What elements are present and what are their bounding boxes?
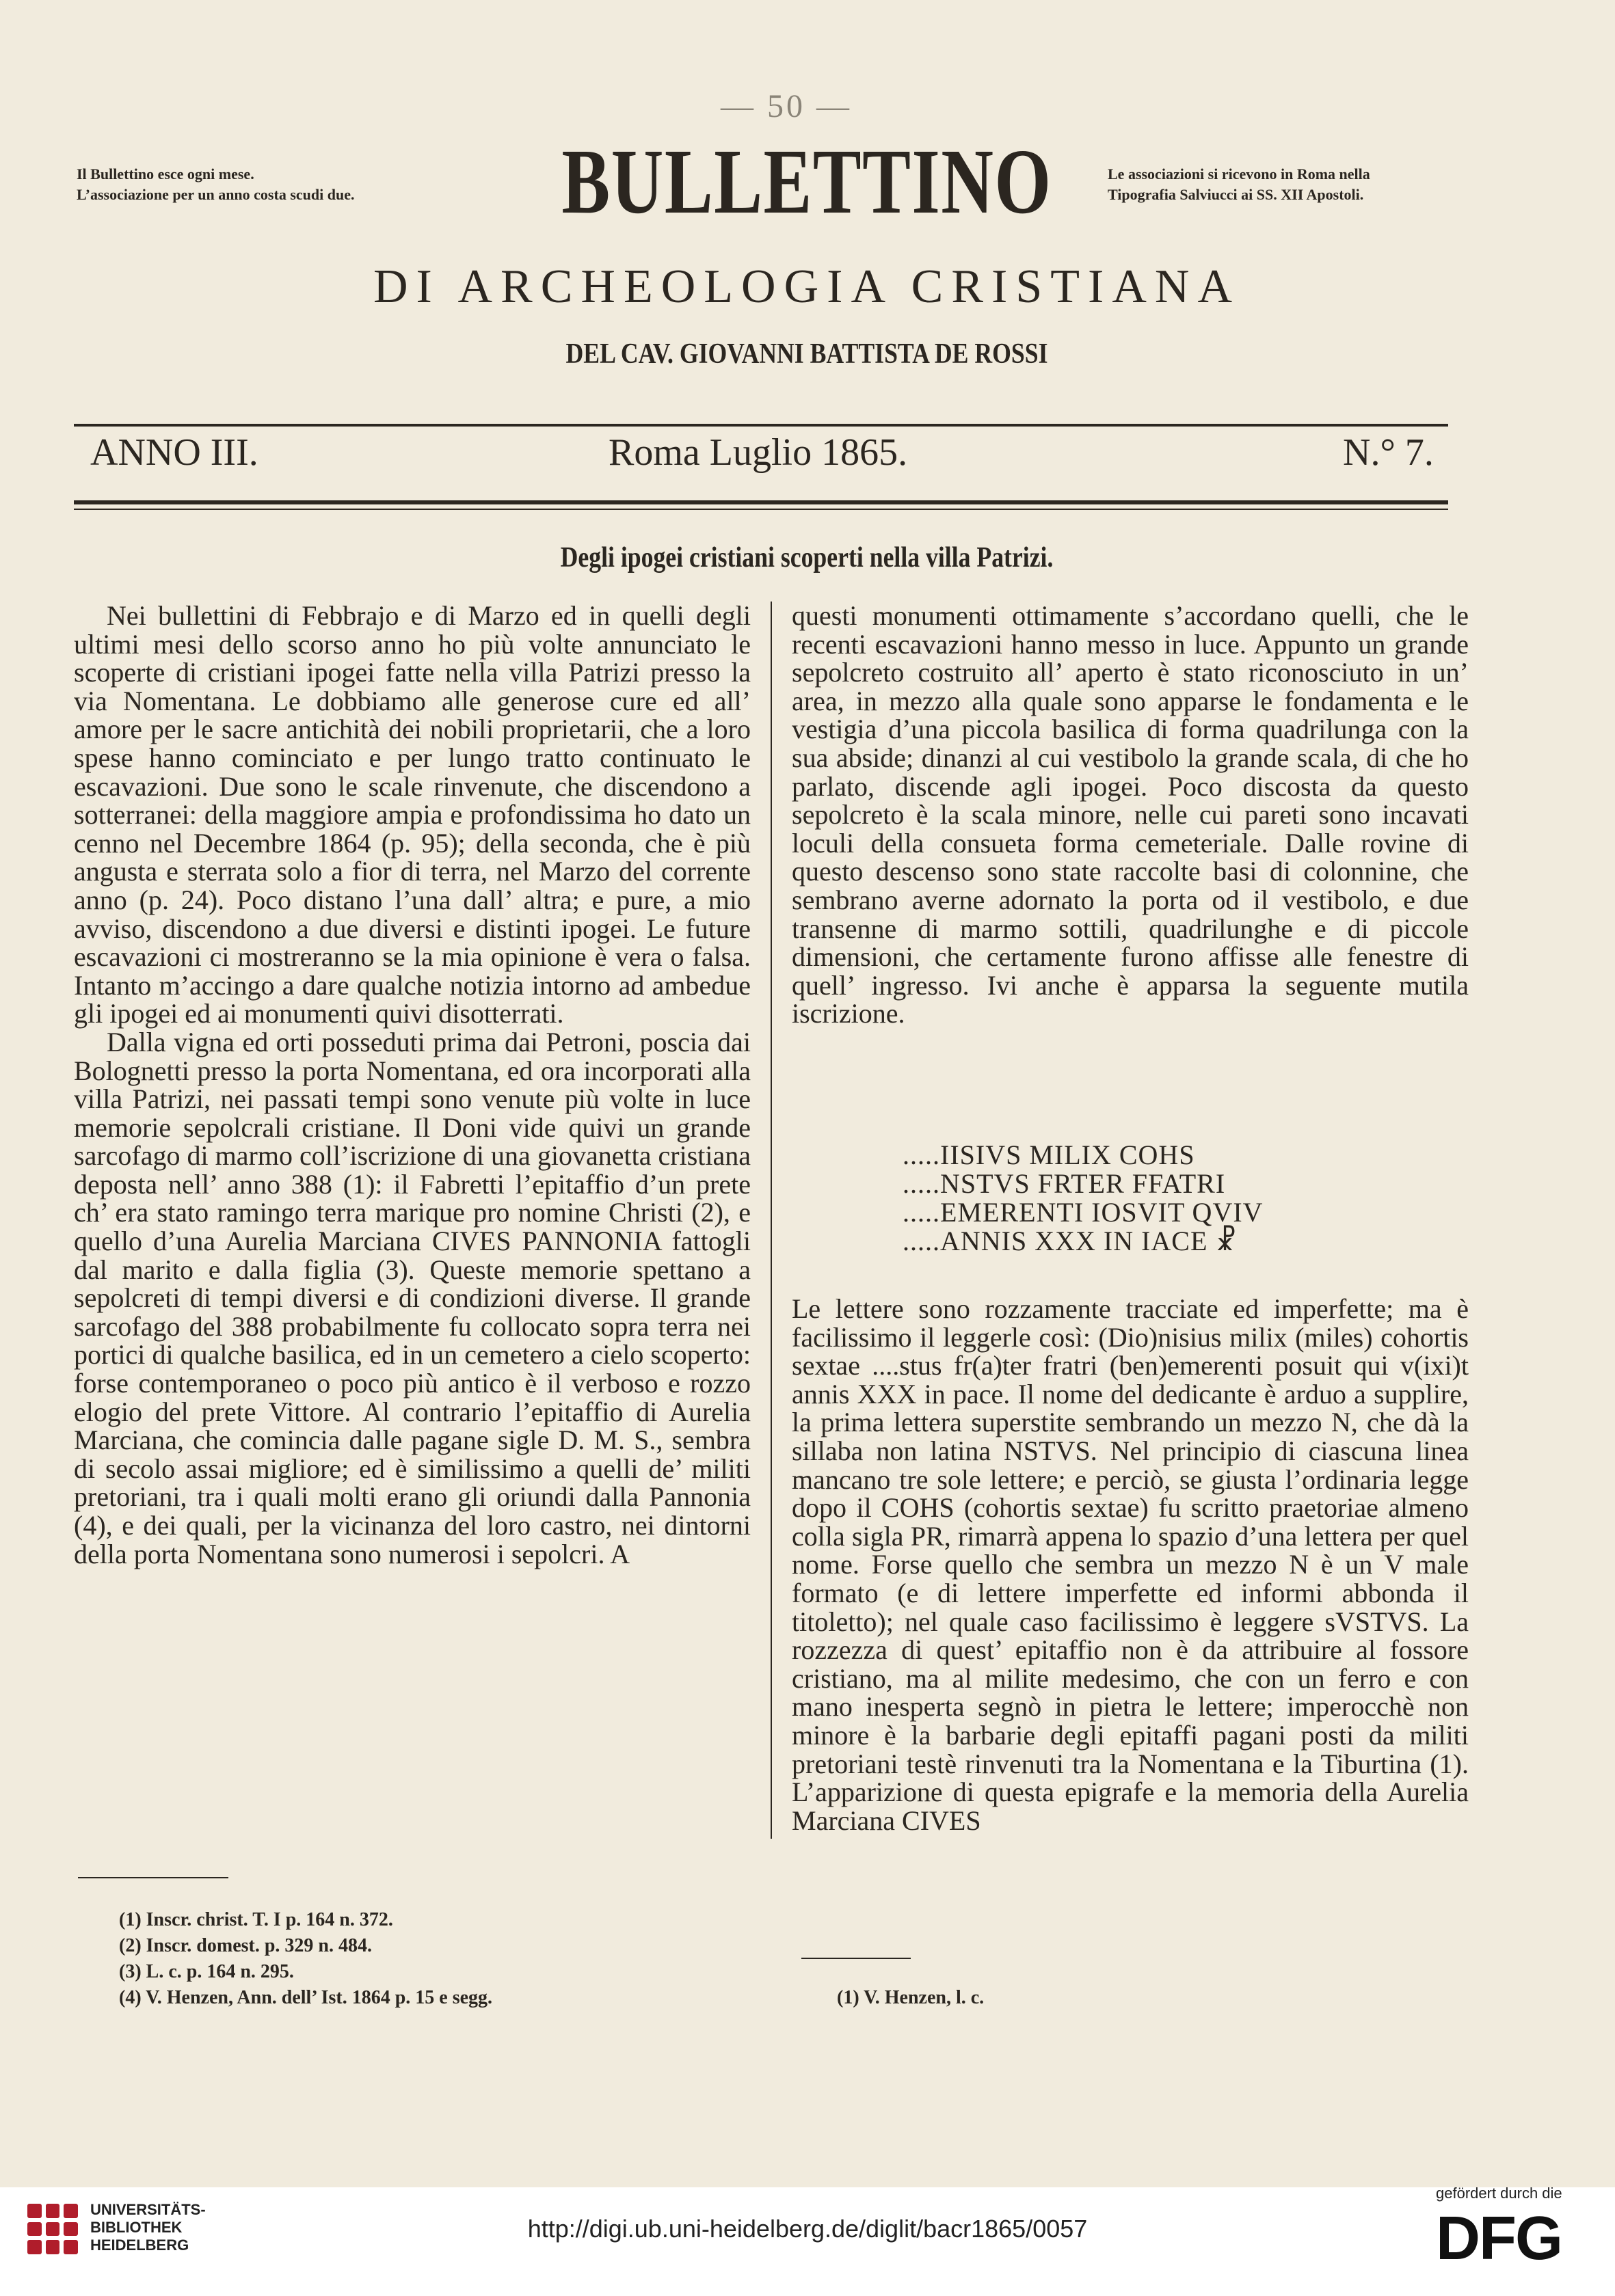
subscription-note-left <box>77 164 459 205</box>
issue-anno: ANNO III. <box>90 431 258 474</box>
issue-date: Roma Luglio 1865. <box>609 431 908 474</box>
note-left-line-1: Il Bullettino esce ogni mese. <box>77 165 254 183</box>
note-right-line-2: Tipografia Salviucci ai SS. XII Apostoli. <box>1108 186 1364 203</box>
right-column-bottom <box>792 1295 1469 1835</box>
header-rule-top <box>74 424 1448 427</box>
masthead-subtitle: DI ARCHEOLOGIA CRISTIANA <box>373 260 1240 313</box>
masthead-title: BULLETTINO <box>561 131 1052 233</box>
source-url[interactable]: http://digi.ub.uni-heidelberg.de/diglit/bacr1865/0057 <box>527 2215 1088 2243</box>
inscription-line: .....NSTVS FRTER FFATRI <box>903 1168 1226 1199</box>
column-divider <box>771 602 772 1839</box>
inscription-line: .....ANNIS XXX IN IACE ☧ <box>903 1226 1238 1256</box>
paragraph: Le lettere sono rozzamente tracciate ed imperfette; ma è facilissimo il leggerle così: (Dio)nisius milix (miles) cohortis sextae ....stus fr(a)ter fratri (ben)emerenti posuit qui v(ixi)t annis XXX in pace. Il nome del dedicante è arduo a supplire, la prima lettera superstite sembrando un mezzo N, che dà la sillaba non latina NSTVS. Nel principio di ciascuna linea mancano tre sole lettere; e perciò, se giusta l’ordinaria legge dopo il COHS (cohortis sextae) fu scritto praetoriae almeno colla sigla PR, rimarrà appena lo spazio d’una lettera per quel nome. Forse quello che sembra un mezzo N è un V male formato (e di lettere imperfette ed informi abbonda il titoletto); nel quale caso facilissimo è leggere sVSTVS. La rozzezza di quest’ epitaffio non è da attribuire al fossore cristiano, ma al milite medesimo, che con un ferro e con mano inesperta segnò in pietra le lettere; imperocchè non minore è la barbarie degli epitaffi pagani posti da militi pretoriani testè rinvenuti tra la Nomentana e la Tiburtina (1). L’apparizione di questa epigrafe e la memoria della Aurelia Marciana CIVES <box>792 1293 1469 1836</box>
library-name-line-3: HEIDELBERG <box>90 2237 189 2254</box>
masthead-author: DEL CAV. GIOVANNI BATTISTA DE ROSSI <box>565 338 1048 370</box>
issue-line <box>75 431 1450 478</box>
inscription-line: .....EMERENTI IOSVIT QVIV <box>903 1197 1264 1228</box>
footnote: (1) Inscr. christ. T. I p. 164 n. 372. <box>119 1909 393 1930</box>
footnote-rule-right <box>801 1958 911 1959</box>
footnote-rule-left <box>78 1877 228 1878</box>
note-left-line-2: L’associazione per un anno costa scudi due. <box>77 186 355 203</box>
right-column-top <box>792 602 1469 1094</box>
page-number: — 50 — <box>721 88 852 124</box>
article-title: Degli ipogei cristiani scoperti nella villa Patrizi. <box>560 542 1054 573</box>
subscription-note-right <box>1108 164 1491 205</box>
library-name-line-2: BIBLIOTHEK <box>90 2219 183 2236</box>
footnote: (1) V. Henzen, l. c. <box>837 1987 985 2008</box>
left-column <box>74 602 751 1568</box>
footnote: (2) Inscr. domest. p. 329 n. 484. <box>119 1935 372 1956</box>
paragraph: Nei bullettini di Febbrajo e di Marzo ed in quelli degli ultimi mesi dello scorso anno ho più volte annunciato le scoperte di cristiani ipogei fatte nella villa Patrizi presso la via Nomentana. Le dobbiamo alle generose cure ed all’ amore per le sacre antichità dei nobili proprietarii, che a loro spese hanno cominciato e per lungo tratto continuato le escavazioni. Due sono le scale rinvenute, che discendono a sotterranei: della maggiore ampia e profondissima ho dato un cenno nel Decembre 1864 (p. 95); della seconda, che è più angusta e sterrata solo a fior di terra, nel Marzo del corrente anno (p. 24). Poco distano l’una dall’ altra; e pure, a mio avviso, discendono a due diversi e distinti ipogei. Le future escavazioni ci mostreranno se la mia opinione è vera o falsa. Intanto m’accingo a dare qualche notizia intorno ad ambedue gli ipogei ed ai monumenti quivi disotterrati. <box>74 600 751 1029</box>
paragraph: questi monumenti ottimamente s’accordano quelli, che le recenti escavazioni hanno messo in luce. Appunto un grande sepolcreto costruito all’ aperto è stato riconosciuto in un’ area, in mezzo alla quale sono apparse le fondamenta e le vestigia d’una piccola basilica di forma quadrilunga con la sua abside; dinanzi al cui vestibolo la grande scala, di che ho parlato, discende agli ipogei. Poco discosta da questo sepolcreto è la scala minore, nelle cui pareti sono incavati loculi della consueta forma cemeteriale. Dalle rovine di questo descenso sono state raccolte basi di colonnine, che sembrano averne adornato la porta od il vestibolo, e due transenne di marmo sottili, quadrilunghe e di piccole dimensioni, che certamente furono affisse alle fenestre di quell’ ingresso. Ivi anche è apparsa la seguente mutila iscrizione. <box>792 600 1469 1029</box>
header-rule-thin <box>74 509 1448 510</box>
funding-caption: gefördert durch die <box>1436 2185 1562 2202</box>
issue-number: N.° 7. <box>1343 431 1434 474</box>
footnote: (3) L. c. p. 164 n. 295. <box>119 1961 294 1982</box>
header-rule-bottom <box>74 500 1448 504</box>
dfg-logo: DFG <box>1436 2204 1562 2273</box>
inscription-line: .....IISIVS MILIX COHS <box>903 1139 1195 1170</box>
library-name-line-1: UNIVERSITÄTS- <box>90 2201 206 2218</box>
footnote: (4) V. Henzen, Ann. dell’ Ist. 1864 p. 15 e segg. <box>119 1987 493 2008</box>
note-right-line-1: Le associazioni si ricevono in Roma nella <box>1108 165 1370 183</box>
paragraph: Dalla vigna ed orti posseduti prima dai Petroni, poscia dai Bolognetti presso la porta Nomentana, ed ora incorporati alla villa Patrizi, nei passati tempi sono venute più volte in luce memorie sepolcrali cristiane. Il Doni vide quivi un grande sarcofago di marmo coll’iscrizione di una giovanetta cristiana deposta nell’ anno 388 (1): il Fabretti l’epitaffio d’un prete ch’ era stato ramingo terra marique pro nomine Christi (2), e quello d’una Aurelia Marciana CIVES PANNONIA fattogli dal marito e dalla figlia (3). Queste memorie spettano a sepolcreti di tempi diversi e di condizioni diverse. Il grande sarcofago del 388 probabilmente fu collocato sopra terra nei portici di qualche basilica, ed in un cemetero a cielo scoperto: forse contemporaneo o poco più antico è il verboso e rozzo elogio del prete Vittore. Al contrario l’epitaffio di Aurelia Marciana, che comincia dalle pagane sigle D. M. S., sembra di secolo assai migliore; ed è similissimo a quelli de’ militi pretoriani, tra i quali molti erano gli oriundi dalla Pannonia (4), e dei quali, per la vicinanza del loro castro, nei dintorni della porta Nomentana sono numerosi i sepolcri. A <box>74 1026 751 1569</box>
